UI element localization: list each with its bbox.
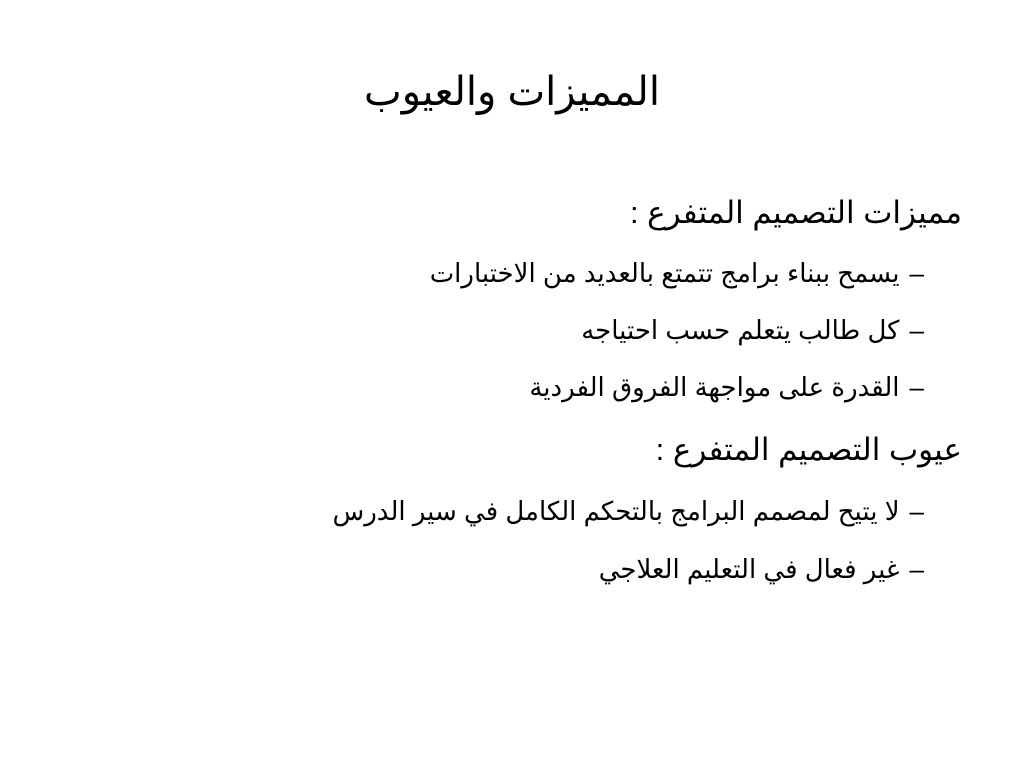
advantage-item <box>430 255 924 291</box>
bullet-dash: – <box>909 554 924 584</box>
bullet-dash: – <box>909 258 924 288</box>
disadvantage-item <box>599 551 924 587</box>
advantage-item-text: كل طالب يتعلم حسب احتياجه <box>581 315 900 345</box>
bullet-dash: – <box>909 315 924 345</box>
disadvantage-item-text: لا يتيح لمصمم البرامج بالتحكم الكامل في سير الدرس <box>332 496 900 526</box>
disadvantages-heading: عيوب التصميم المتفرع : <box>655 432 962 467</box>
advantage-item <box>529 369 924 405</box>
disadvantage-item <box>333 493 924 529</box>
advantage-item <box>581 312 924 348</box>
advantage-item-text: القدرة على مواجهة الفروق الفردية <box>529 372 900 402</box>
bullet-dash: – <box>909 372 924 402</box>
disadvantage-item-text: غير فعال في التعليم العلاجي <box>598 554 900 584</box>
slide-title: المميزات والعيوب <box>364 70 660 114</box>
advantages-heading: مميزات التصميم المتفرع : <box>629 195 962 230</box>
advantage-item-text: يسمح ببناء برامج تتمتع بالعديد من الاختبارات <box>429 258 900 288</box>
bullet-dash: – <box>909 496 924 526</box>
